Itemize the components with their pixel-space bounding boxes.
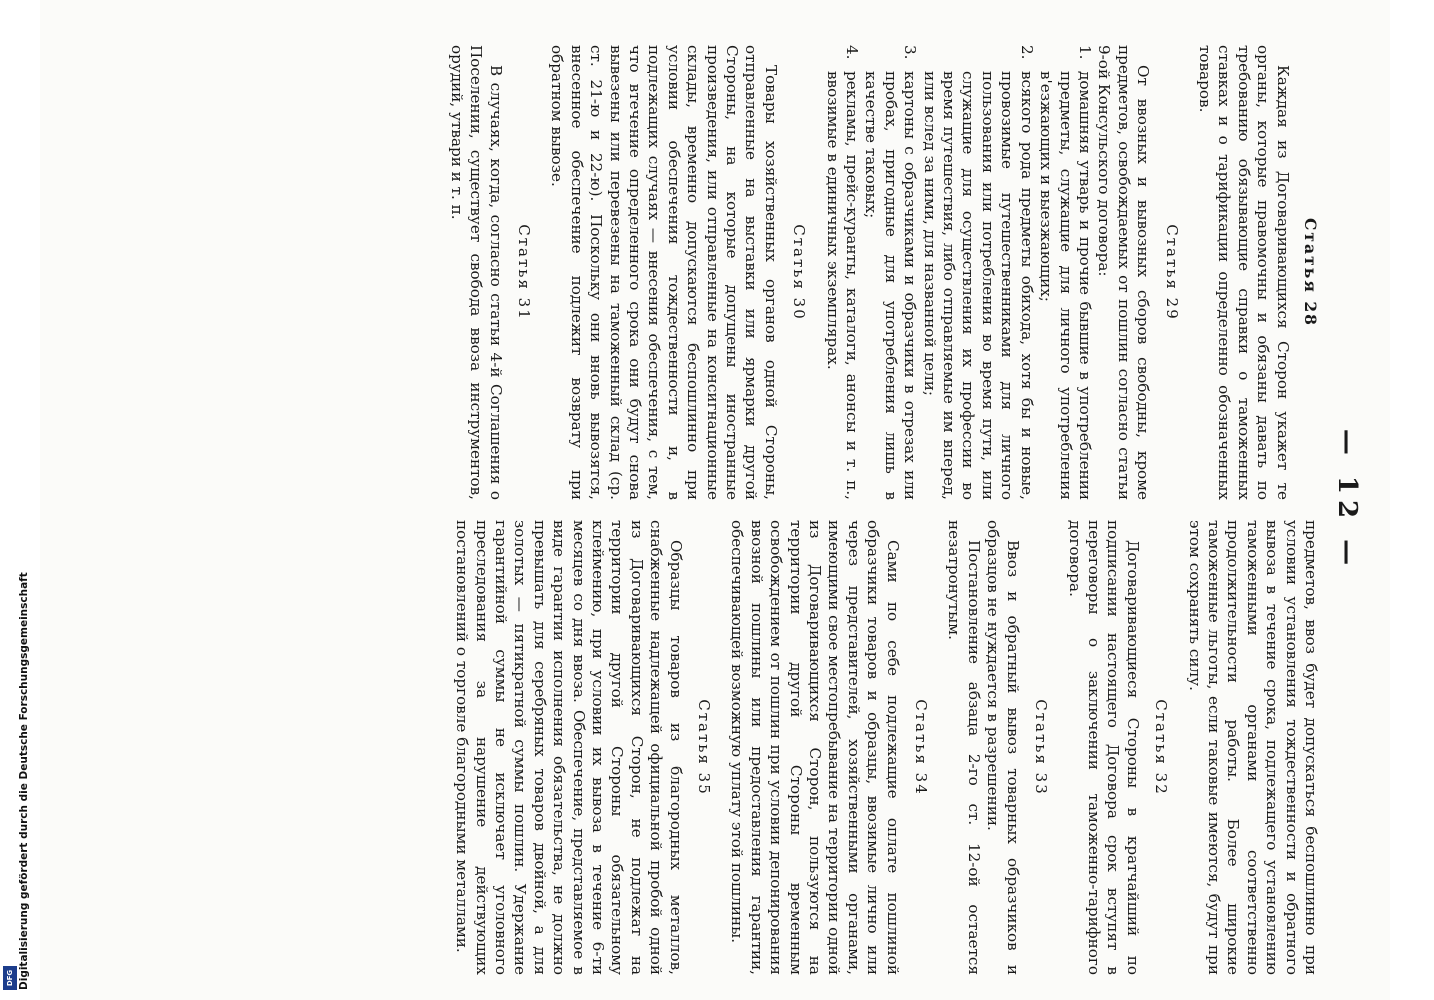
article-29-heading: Статья 29 bbox=[1162, 224, 1181, 321]
article-28-heading: Статья 28 bbox=[1301, 217, 1320, 328]
dfg-logo-icon: DFG bbox=[3, 966, 17, 990]
article-32-text: Договаривающиеся Стороны в кратчайший по подписании настоящего Договора срок вступят в переговоры о заключении таможенно-тарифного договора. bbox=[1065, 520, 1142, 975]
item-text: картоны с образчиками и образчики в отрезах или пробах, пригодные для употребления лишь в качестве таковых; bbox=[862, 71, 920, 500]
article-33-text-1: Ввоз и обратный вывоз товарных образчиков и образцов не нуждается в разрешении. bbox=[984, 520, 1022, 975]
article-29-item bbox=[919, 45, 1035, 500]
item-number: 4. bbox=[843, 45, 862, 60]
article-29-item bbox=[861, 45, 919, 500]
article-31-continuation: предметов, ввоз будет допускаться беспошлинно при условии установления тождественности и обратного вывоза в течение срока, подлежащего установлению таможенными органами соответственно продолжительности работы. Более широкие таможенные льготы, если таковые имеются, будут при этом сохранять силу. bbox=[1185, 520, 1320, 975]
article-31-text: В случаях, когда, согласно статьи 4-й Соглашения о Поселении, существует свобода ввоза инструментов, орудий, утвари и т. п. bbox=[447, 45, 505, 500]
item-text: всякого рода предметы обихода, хотя бы и новые, провозимые путешественниками для личного пользования или потребления во время пути, или служащие для осуществления их профессии во время путешествия, либо отправляемые им вперед, или вслед за ними, для названной цели; bbox=[920, 71, 1036, 500]
digitization-credit: Digitalisierung gefördert durch die Deutsche Forschungsgemeinschaft bbox=[18, 572, 30, 990]
page-number: — 12 — bbox=[1332, 428, 1362, 572]
right-column bbox=[452, 520, 1320, 975]
article-34-text: Сами по себе подлежащие оплате пошлиной образчики товаров и образцы, ввозимые лично или через представителей, хозяйственными органами, имеющими свое местопребывание на территории одной из Договаривающихся Сторон, пользуются на территории другой Стороны временным освобождением от пошлин при условии депонирования ввозной пошлины или предоставления гарантии, обеспечивающей возможную уплату этой пошлины. bbox=[728, 520, 902, 975]
item-text: домашняя утварь и прочие бывшие в употреблении предметы, служащие для личного употребления в'езжающих и выезжающих; bbox=[1037, 71, 1094, 500]
article-33-heading: Статья 33 bbox=[1032, 699, 1051, 796]
article-35-text: Образцы товаров из благородных металлов, снабженные надлежащей официальной пробой одной из Договаривающихся Сторон, не подлежат на территории другой Стороны обязательному клеймению, при условии их вывоза в течение 6-ти месяцев со дня ввоза. Обеспечение, представляемое в виде гарантии исполнения обязательства, не должно превышать для серебряных товаров двойной, а для золотых — пятикратной суммы пошлин. Удержание гарантийной суммы не исключает уголовного преследования за нарушение действующих постановлений о торговле благородными металлами. bbox=[453, 520, 685, 975]
article-30-text: Товары хозяйственных органов одной Стороны, отправленные на выставки или ярмарки другой Стороны, на которые допущены иностранные произведения, или отправленные на консигнационные склады, временно допускаются беспошлинно при условии обеспечения тождественности и, в подлежащих случаях — внесения обеспечения, с тем, что втечение определенного срока они будут снова вывезены или перевезены на таможенный склад (ср. ст. 21-ю и 22-ю). Поскольку они вновь вывозятся, внесенное обеспечение подлежит возврату при обратном вывозе. bbox=[548, 45, 780, 500]
article-35-heading: Статья 35 bbox=[695, 699, 714, 796]
article-33-text-2: Постановление абзаца 2-го ст. 12-ой остается незатронутым. bbox=[945, 520, 983, 975]
article-32-heading: Статья 32 bbox=[1152, 699, 1171, 796]
item-text: рекламы, прейс-куранты, каталоги, анонсы и т. п., ввозимые в единичных экземплярах. bbox=[823, 71, 862, 500]
article-28-text: Каждая из Договаривающихся Сторон укажет те органы, которые правомочны и обязаны давать по требованию обязывающие справки о таможенных ставках и о тарификации определенно обозначенных товаров. bbox=[1195, 45, 1292, 500]
item-number: 3. bbox=[901, 45, 920, 60]
document-page bbox=[40, 0, 1390, 1000]
article-30-heading: Статья 30 bbox=[790, 224, 809, 321]
article-29-intro: От ввозных и вывозных сборов свободны, кроме предметов, освобождаемых от пошлин согласно статьи 9-ой Консульского договора: bbox=[1095, 45, 1153, 500]
item-number: 1. bbox=[1075, 45, 1094, 60]
article-29-item bbox=[822, 45, 861, 500]
left-column bbox=[446, 45, 1320, 500]
item-number: 2. bbox=[1017, 45, 1036, 60]
article-31-heading: Статья 31 bbox=[514, 224, 533, 321]
article-34-heading: Статья 34 bbox=[912, 699, 931, 796]
article-29-item bbox=[1036, 45, 1094, 500]
